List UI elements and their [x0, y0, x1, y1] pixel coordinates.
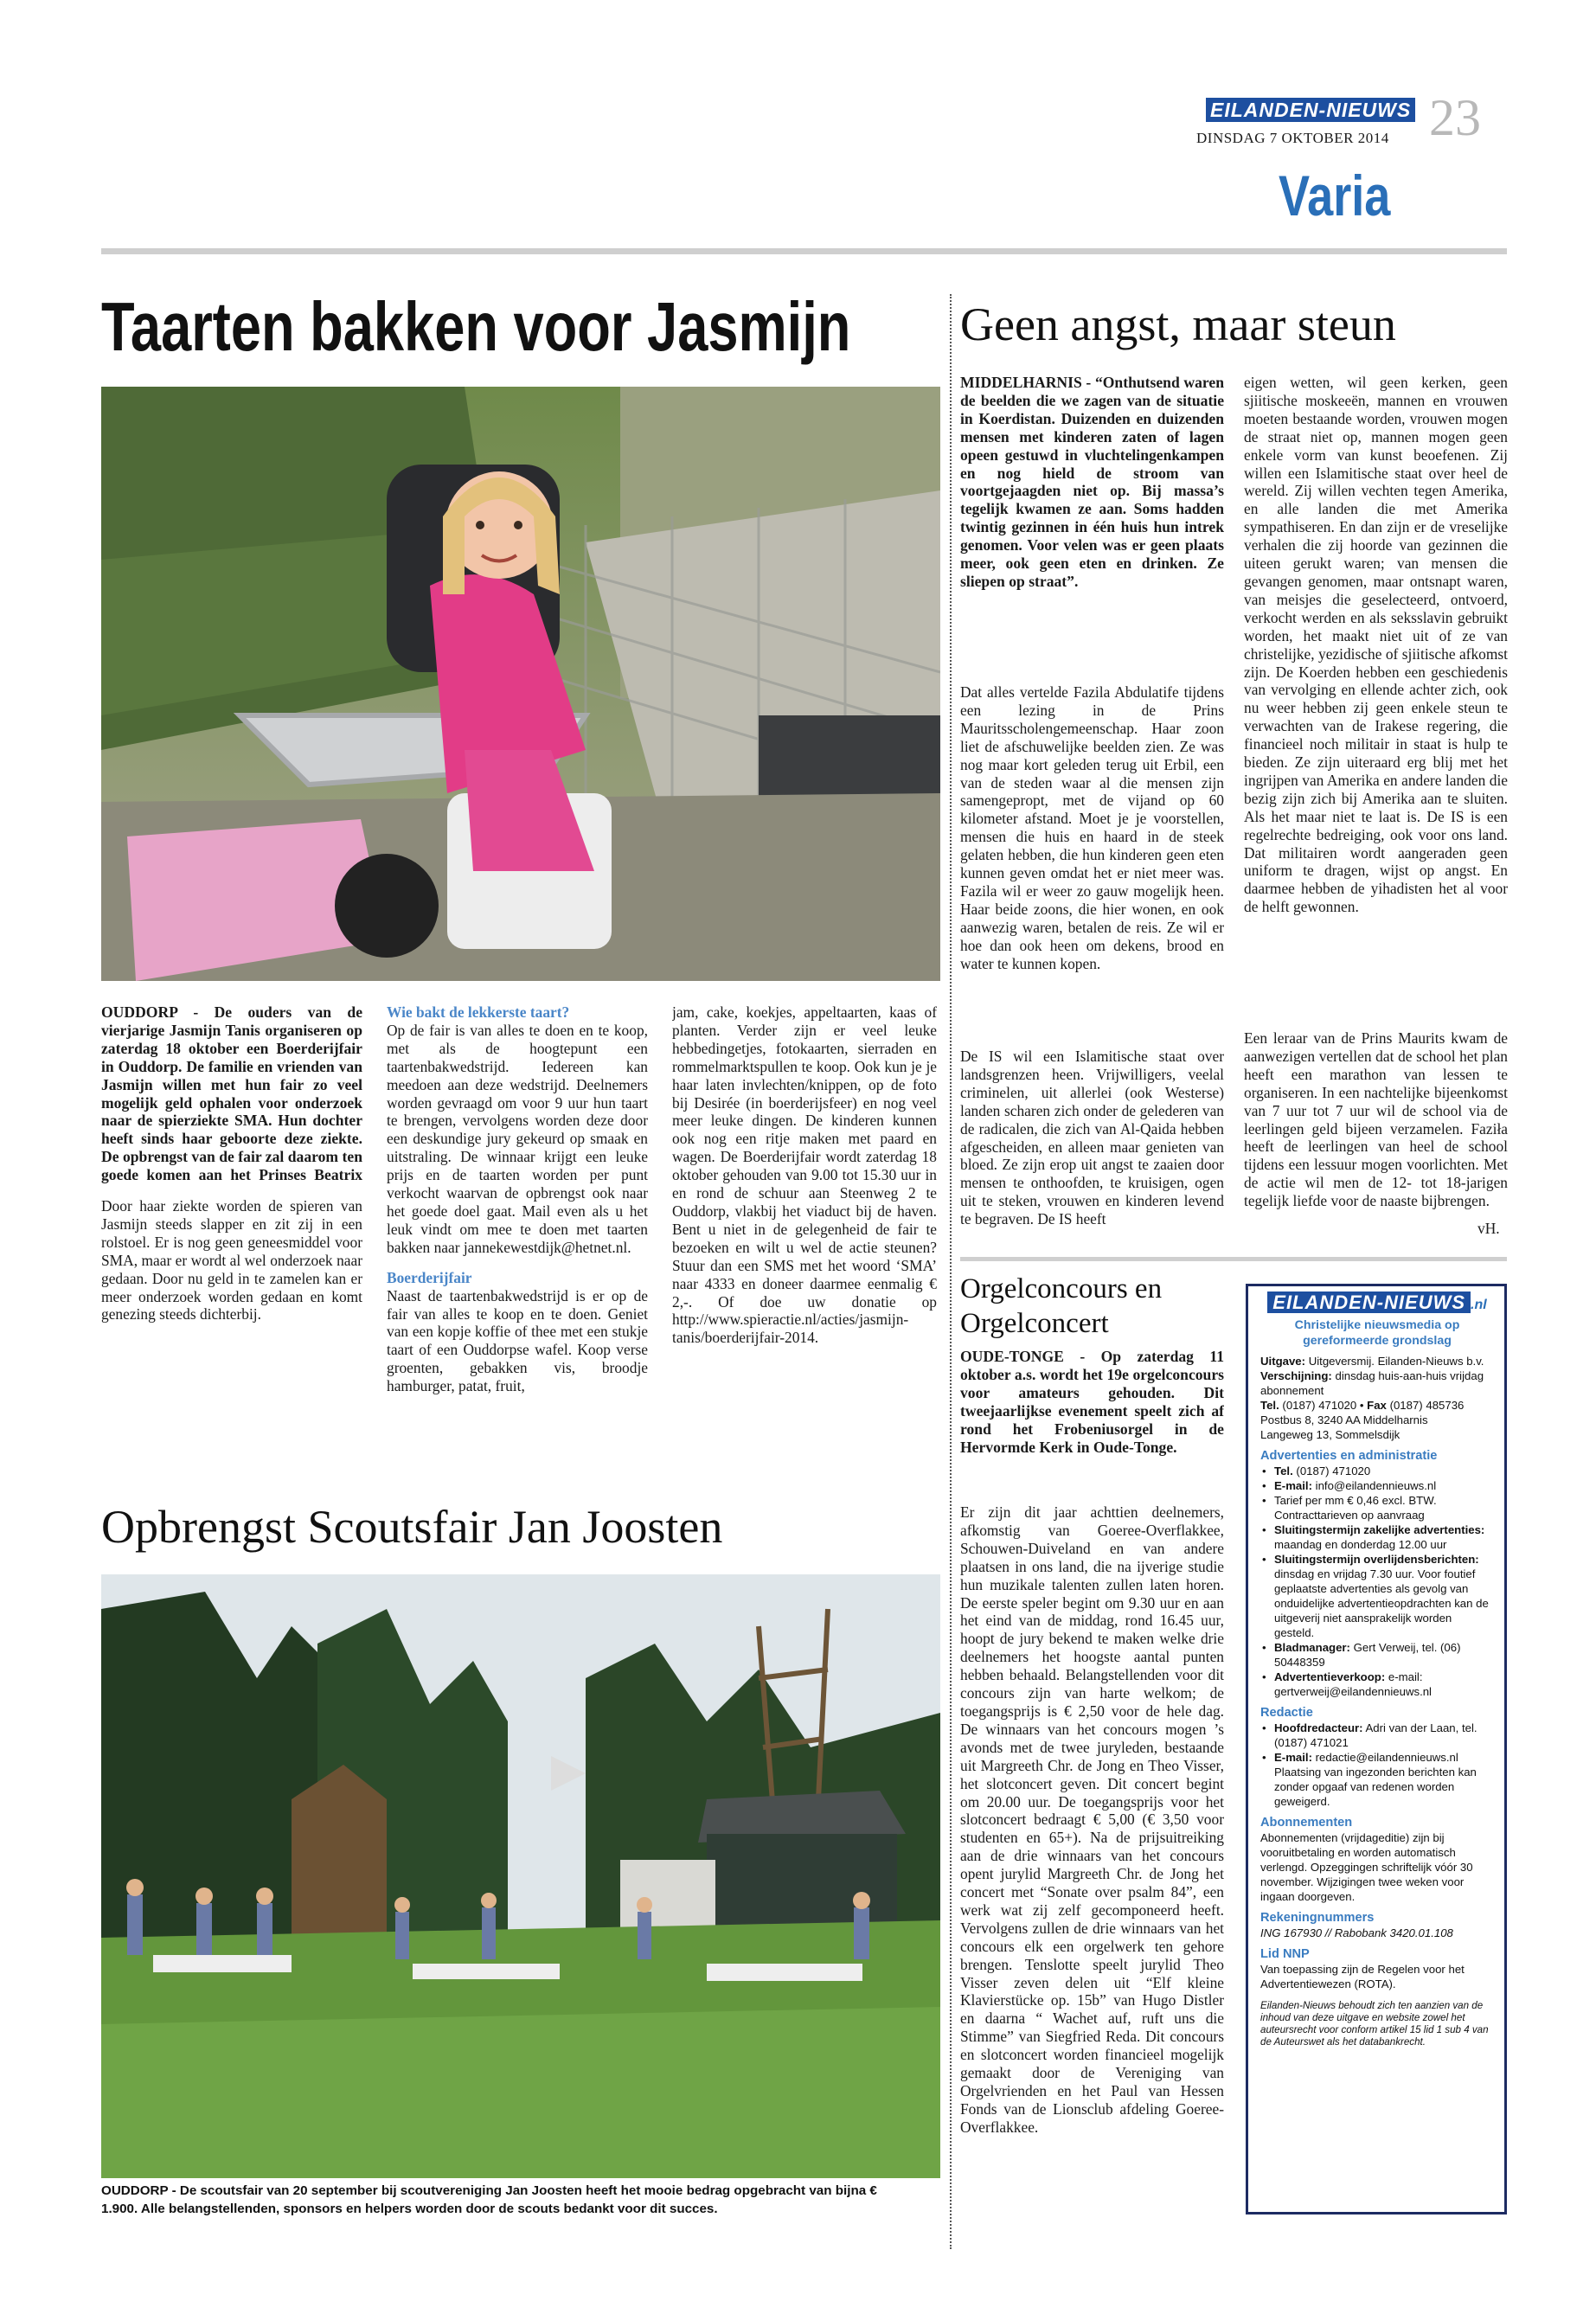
masthead-date: DINSDAG 7 OKTOBER 2014 [1196, 130, 1389, 146]
fax-label: Fax [1367, 1399, 1387, 1412]
article1-body-col3: jam, cake, koekjes, appeltaarten, kaas of planten. Verder zijn er veel leuke hebbedingetjes, fotokaarten, sierraden en rommelmarktspullen te koop. Ook kun je je haar laten invlechten/knippen, op de foto bij Desirée (in boerderijsfeer) en nog veel meer leuke dingen. De kinderen kunnen ook nog een ritje maken met paard en wagen. De Boerderijfair wordt zaterdag 18 oktober gehouden van 9.00 tot 15.30 uur in en rond de schuur aan Steenweg 2 te Ouddorp, vlakbij het viaduct bij de haven. Bent u niet in de gelegenheid de fair te bezoeken en wilt u wel de actie steunen? Stuur dan een SMS met het woord ‘SMA’ naar 4333 en doneer daarmee eenmalig € 2,-. Of doe uw donatie op http://www.spieractie.nl/acties/jasmijn-tanis/boerderijfair-2014. [672, 1003, 937, 1347]
ads-tarief: • Tarief per mm € 0,46 excl. BTW. Contracttarieven op aanvraag [1260, 1493, 1494, 1522]
article3-p4: Een leraar van de Prins Maurits kwam de aanwezigen vertellen dat de school het plan heeft een marathon van lessen te organiseren. In een nachtelijke bijeenkomst van 7 uur tot 7 uur wil de school via de leerlingen geld bijeen verzamelen. Faziła heeft de leerlingen van heel de school tijdens een lessuur mogen voorlichten. Met de actie wil men de 12- tot 18-jarigen tegelijk liefde voor de naaste bijbrengen. [1244, 1029, 1508, 1210]
article1-subhead-2: Boerderijfair [387, 1268, 472, 1286]
article1-subhead-1: Wie bakt de lekkerste taart? [387, 1003, 570, 1021]
article1-body-col2 [387, 1003, 648, 1471]
rekening-heading: Rekeningnummers [1260, 1911, 1375, 1925]
article1-lead: OUDDORP - De ouders van de vierjarige Jasmijn Tanis organiseren op zaterdag 18 oktober een Boerderijfair in Ouddorp. De familie en vrienden van Jasmijn willen met hun fair zo veel mogelijk geld ophalen voor onderzoek naar de spierziekte SMA. Hun dochter heeft sinds haar geboorte deze ziekte. De opbrengst van de fair zal daarom ten goede komen aan het Prinses Beatrix [101, 1003, 362, 1184]
abonnementen-heading: Abonnementen [1260, 1816, 1353, 1830]
tel-label: Tel. [1260, 1399, 1279, 1412]
article2-caption: OUDDORP - De scoutsfair van 20 september bij scoutvereniging Jan Joosten heeft het mooie bedrag opgebracht van bijna € 1.900. Alle belangstellenden, sponsors en helpers worden door de scouts bedankt voor dit succes. [101, 2183, 877, 2216]
ads-sluit-zak: maandag en donderdag 12.00 uur [1274, 1538, 1447, 1551]
article3-headline: Geen angst, maar steun [960, 298, 1396, 350]
rekening-text: ING 167930 // Rabobank 3420.01.108 [1260, 1926, 1453, 1939]
article4-headline-line2: Orgelconcert [960, 1308, 1109, 1339]
colophon-footer: Eilanden-Nieuws behoudt zich ten aanzien van de inhoud van deze uitgave en website zowel het auteursrecht voor conform artikel 15 lid 1 sub 4 van de Auteurswet als het databankrecht. [1260, 2000, 1489, 2048]
verschijning: dinsdag huis-aan-huis vrijdag abonnement [1260, 1369, 1484, 1397]
address-2: Langeweg 13, Sommelsdijk [1260, 1428, 1401, 1441]
nnp-text: Van toepassing zijn de Regelen voor het Advertentiewezen (ROTA). [1260, 1963, 1465, 1990]
nnp-heading: Lid NNP [1260, 1947, 1310, 1961]
abonnementen-text: Abonnementen (vrijdageditie) zijn bij vooruitbetaling en worden automatisch verlengd. Opzeggingen schriftelijk vóór 30 november. Wijzigingen twee weken voor ingaan doorgeven. [1260, 1831, 1473, 1903]
column-separator [950, 294, 952, 2249]
ads-verkoop[interactable]: e-mail: gertverweij@eilandennieuws.nl [1274, 1670, 1432, 1698]
article3-p2: De IS wil een Islamitische staat over landsgrenzen heen. Vrijwilligers, veelal criminelen, uit allerlei (ook Westerse) landen scharen zich onder de gelederen van de radicalen, die zich van Al-Qaida hebben afgescheiden, en alleen maar genieten van bloed. Ze zijn erop uit angst te zaaien door mensen te onthoofden, te kruisigen, ogen uit te steken, vrouwen en kinderen levend te begraven. De IS heeft [960, 1048, 1224, 1228]
red-email[interactable]: redactie@eilandennieuws.nl [1315, 1751, 1458, 1764]
ads-email[interactable]: info@eilandennieuws.nl [1315, 1479, 1437, 1492]
article1-p3: Naast de taartenbakwedstrijd is er op de fair van alles te koop en te doen. Geniet van een kopje koffie of thee met een stukje taart of een Ouddorpse wafel. Koop verse groenten, gebakken vis, broodje hamburger, patat, fruit, [387, 1286, 648, 1395]
red-hoofd: Adri van der Laan, tel. (0187) 471021 [1274, 1721, 1477, 1749]
ads-tel: (0187) 471020 [1296, 1465, 1371, 1477]
article4-headline [960, 1272, 1162, 1341]
girl-wheelchair-photo [101, 387, 940, 981]
article1-p2: Op de fair is van alles te doen en te koop, met als de hoogtepunt een taartenbakwedstrijd. Iedereen kan meedoen aan deze wedstrijd. Deelnemers worden gevraagd om voor 9 uur hun taart te brengen, vervolgens worden deze door een deskundige jury gekeurd op smaak en uitstraling. De winnaar krijgt een leuke prijs en de taarten worden per punt verkocht waarvan de opbrengst ook naar het goede doel gaat. Mail even als u het leuk vindt om mee te doen met taarten bakken naar jannekewestdijk@hetnet.nl. [387, 1021, 648, 1256]
red-hoofd-label: Hoofdredacteur: [1274, 1721, 1363, 1734]
article3-p3: eigen wetten, wil geen kerken, geen sjiitische moskeeën, mannen en vrouwen moeten bestaande worden, vrouwen mogen de straat niet op, mannen mogen geen enkele vorm van kunst beoefenen. Zij willen een Islamitische staat over heel de wereld. Zij willen vechten tegen Amerika, en alle landen die met Amerika sympathiseren. En dan zijn er de vreselijke verhalen die zij hoorde van gezinnen die uiteen gerukt waren; van mensen die gevangen genomen, maar ontsnapt waren, van meisjes die geselecteerd, ontvoerd, verkocht werden en als seksslavin gebruikt worden, het maakt niet uit of ze van christelijke, yezidische of sjiitische afkomst zijn. De Koerden hebben een geschiedenis van vervolging en ellende achter zich, ook nu weer hebben zij geen enkele steun te verwachten van de Irakese regering, die financieel noch militair in staat is hulp te bieden. Ze zijn uiteraard erg blij met het ingrijpen van Amerika en andere landen die bezig zijn zich bij Amerika aan te sluiten. Als het maar niet te laat is. De IS is een regelrechte bedreiging, ook voor ons land. Dat militairen wordt aangeraden geen uniform te dragen, wijst op angst. En daarmee hebben de yihadisten het al voor de helft gewonnen. [1244, 374, 1508, 916]
colophon-box: EILANDEN-NIEUWS .nl Christelijke nieuwsmedia op gereformeerde grondslag Uitgave: Uitgeversmij. Eilanden-Nieuws b.v. Verschijning: dinsdag huis-aan-huis vrijdag abonnement Tel. (0187) 471020 • Fax (0187) 485736 Postbus 8, 3240 AA Middelharnis Langeweg 13, Sommelsdijk Advertenties en administratie • Tel. (0187) 471020 • E-mail: info@eilandennieuws.nl • Tarief per mm € 0,46 excl. BTW. Contracttarieven op aanvraag • Sluitingstermijn zakelijke advertenties: maandag en donderdag 12.00 uur • Sluitingstermijn overlijdensberichten: dinsdag en vrijdag 7.30 uur. Voor foutief geplaatste advertenties als gevolg van onduidelijke advertentieopdrachten kan de uitgeverij niet aansprakelijk worden gesteld. • Bladmanager: Gert Verweij, tel. (06) 50448359 • Advertentieverkoop: e-mail: gertverweij@eilandennieuws.nl Redactie • Hoofdredacteur: Adri van der Laan, tel. (0187) 471021 • E-mail: redactie@eilandennieuws.nl Plaatsing van ingezonden berichten kan zonder opgaaf van redenen worden geweigerd. Abonnementen Abonnementen (vrijdageditie) zijn bij vooruitbetaling en worden automatisch verlengd. Opzeggingen schriftelijk vóór 30 november. Wijzigingen twee weken voor ingaan doorgeven. Rekeningnummers ING 167930 // Rabobank 3420.01.108 Lid NNP Van toepassing zijn de Regelen voor het Advertentiewezen (ROTA). Eilanden-Nieuws behoudt zich ten aanzien van de inhoud van deze uitgave en website zowel het auteursrecht voor conform artikel 15 lid 1 sub 4 van de Auteurswet als het databankrecht. [1246, 1284, 1507, 2214]
article4-headline-line1: Orgelconcours en [960, 1273, 1163, 1304]
ads-email-label: E-mail: [1274, 1479, 1312, 1492]
colophon-logo-suffix: .nl [1471, 1298, 1487, 1312]
red-email-label: E-mail: [1274, 1751, 1312, 1764]
fax: (0187) 485736 [1389, 1399, 1465, 1412]
ads-sluit-zak-label: Sluitingstermijn zakelijke advertenties: [1274, 1523, 1485, 1536]
header-rule [101, 248, 1507, 254]
article3-signoff: vH. [1477, 1220, 1500, 1237]
article2-headline: Opbrengst Scoutsfair Jan Joosten [101, 1501, 723, 1553]
article1-headline: Taarten bakken voor Jasmijn [101, 288, 851, 365]
page-number: 23 [1429, 89, 1481, 146]
masthead-logo: EILANDEN-NIEUWS [1206, 98, 1415, 122]
colophon-tagline: Christelijke nieuwsmedia op gereformeerde grondslag [1294, 1318, 1460, 1348]
tel: (0187) 471020 [1282, 1399, 1357, 1412]
ads-heading: Advertenties en administratie [1260, 1449, 1438, 1463]
ads-blad: Gert Verweij, tel. (06) 50448359 [1274, 1641, 1461, 1669]
address-1: Postbus 8, 3240 AA Middelharnis [1260, 1413, 1428, 1426]
scoutsfair-photo [101, 1574, 940, 2178]
ads-blad-label: Bladmanager: [1274, 1641, 1350, 1654]
ads-sluit-overl-label: Sluitingstermijn overlijdensberichten: [1274, 1553, 1479, 1566]
ads-tel-label: Tel. [1274, 1465, 1293, 1477]
redactie-heading: Redactie [1260, 1706, 1313, 1720]
article1-photo [101, 387, 940, 981]
ads-sluit-overl: dinsdag en vrijdag 7.30 uur. Voor foutief geplaatste advertenties als gevolg van onduidelijke advertentieopdrachten kan de uitgeverij niet aansprakelijk worden gesteld. [1274, 1567, 1489, 1639]
article2-photo [101, 1574, 940, 2178]
article3-rule [960, 1257, 1507, 1261]
article4-body: Er zijn dit jaar achttien deelnemers, afkomstig van Goeree-Overflakkee, Schouwen-Duiveland en van andere plaatsen in ons land, die na ijverige studie hun muzikale talenten zullen laten horen. De eerste speler begint om 9.30 uur en aan het eind van de middag, rond 16.45 uur, hoopt de jury bekend te maken welke drie deelnemers het hoogste aantal punten hebben behaald. Belangstellenden voor dit concours zijn van harte welkom; de toegangsprijs is € 2,50 voor de hele dag. De winnaars van het concours mogen ’s avonds met de twee juryleden, bestaande uit Margreeth Chr. de Jong en Theo Visser, het slotconcert geven. Dit concert begint om 20.00 uur. De toegangsprijs voor het slotconcert bedraagt € 5,00 (€ 3,50 voor studenten en 65+). Na de prijsuitreiking aan de drie winnaars van het concours opent jurylid Margreeth Chr. de Jong het concert met “Sonate over psalm 84”, een werk wat zij zelf gecomponeerd heeft. Vervolgens zullen de drie winnaars van het concours elk een orgelwerk ten gehore brengen. Tenslotte speelt jurylid Theo Visser zeven delen uit “Elf kleine Klavierstücke op. 15b” van Hugo Distler en daarna “ Wachet auf, ruft uns die Stimme” van Siegfried Reda. Dit concours en slotconcert worden financieel mogelijk gemaakt door de Vereniging van Orgelvrienden en het Paul van Hessen Fonds van de Lionsclub afdeling Goeree-Overflakkee. [960, 1503, 1224, 2136]
verschijning-label: Verschijning: [1260, 1369, 1332, 1382]
uitgave: Uitgeversmij. Eilanden-Nieuws b.v. [1308, 1355, 1484, 1368]
red-note: Plaatsing van ingezonden berichten kan zonder opgaaf van redenen worden geweigerd. [1274, 1766, 1477, 1808]
article3-p1: Dat alles vertelde Fazila Abdulatife tijdens een lezing in de Prins Mauritsscholengemeenschap. Haar zoon liet de afschuwelijke beelden zien. Ze was nog maar kort geleden terug uit Erbil, een van de steden waar al die mensen zijn samengepropt, met de vijand op 60 kilometer afstand. Moet je je voorstellen, mensen die huis en haard in de steek gelaten hebben, die hun kinderen geen eten kunnen geven omdat het er niet meer was. Fazila wil er weer zo gauw mogelijk heen. Haar beide zoons, die hier wonen, en ook aanwezig waren, betalen de reis. Ze wil er hoe dan ook heen om dekens, brood en water te kunnen kopen. [960, 683, 1224, 972]
section-title: Varia [1279, 163, 1391, 228]
article4-lead: OUDE-TONGE - Op zaterdag 11 oktober a.s. wordt het 19e orgelconcours voor amateurs gehouden. Dit tweejaarlijkse evenement speelt zich af rond het Frobeniusorgel in de Hervormde Kerk in Oude-Tonge. [960, 1348, 1224, 1456]
colophon-logo: EILANDEN-NIEUWS [1267, 1292, 1471, 1313]
uitgave-label: Uitgave: [1260, 1355, 1306, 1368]
article1-body-col1: Door haar ziekte worden de spieren van Jasmijn steeds slapper en zit zij in een rolstoel. Er is nog geen geneesmiddel voor SMA, maar er wordt al wel onderzoek naar gedaan. Door nu geld in te zamelen kan er meer onderzoek worden gedaan en komt genezing steeds dichterbij. [101, 1197, 362, 1324]
article3-lead: MIDDELHARNIS - “Onthutsend waren de beelden die we zagen van de situatie in Koerdistan. Duizenden en duizenden mensen met kinderen zaten of lagen opeen gestuwd in vluchtelingenkampen en nog hield de stroom van voortgejaagden niet op. Bij massa’s tegelijk kwamen ze aan. Soms hadden twintig gezinnen in één huis hun intrek genomen. Voor velen was er geen plaats meer, ook geen eten en drinken. Ze sliepen op straat”. [960, 374, 1224, 590]
ads-verkoop-label: Advertentieverkoop: [1274, 1670, 1386, 1683]
